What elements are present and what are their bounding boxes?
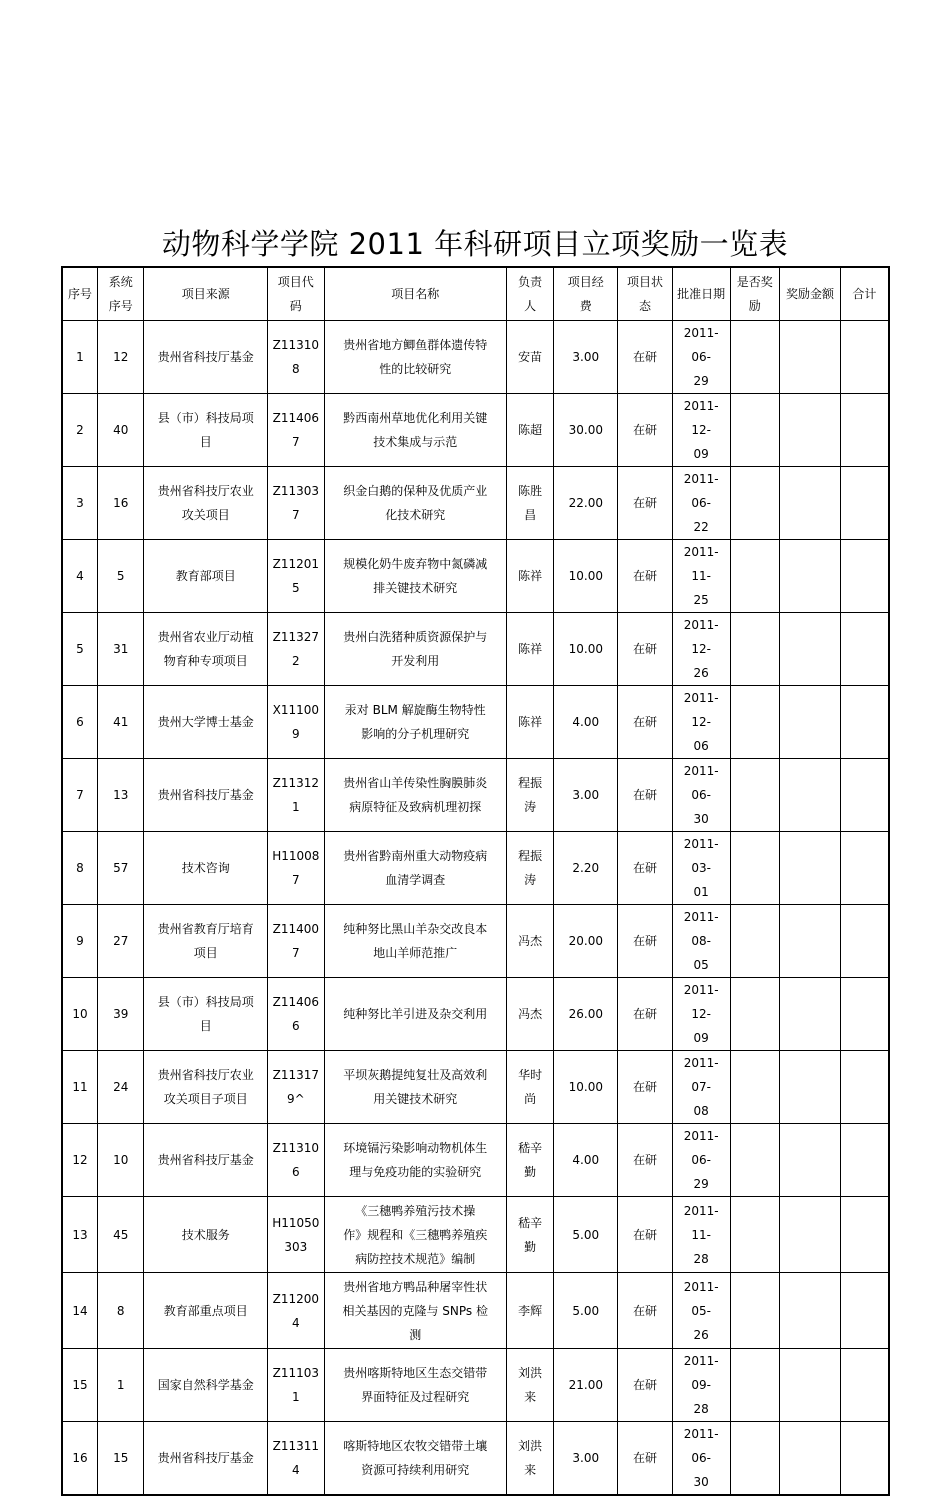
cell-date: 2011-12- 09 [672,978,730,1051]
cell-fund: 21.00 [554,1349,618,1422]
cell-code: Z11400 7 [267,905,324,978]
project-table [61,266,890,1496]
cell-fund: 3.00 [554,759,618,832]
cell-person: 刘洪 来 [506,1349,554,1422]
cell-sys-no: 10 [97,1124,144,1197]
cell-date: 2011-06- 29 [672,1124,730,1197]
cell-status: 在研 [618,686,673,759]
cell-status: 在研 [618,540,673,613]
cell-date: 2011-06- 22 [672,467,730,540]
cell-award [730,1349,780,1422]
header-award-amount: 奖励金额 [780,267,841,321]
cell-no: 1 [62,321,97,394]
cell-name: 纯种努比羊引进及杂交利用 [324,978,506,1051]
cell-code: H11050 303 [267,1197,324,1273]
cell-person: 陈祥 [506,613,554,686]
table-row [62,905,889,978]
cell-no: 6 [62,686,97,759]
table-row [62,467,889,540]
cell-name: 《三穗鸭养殖污技术操 作》规程和《三穗鸭养殖疾 病防控技术规范》编制 [324,1197,506,1273]
cell-no: 16 [62,1422,97,1496]
cell-status: 在研 [618,1273,673,1349]
cell-award [730,1197,780,1273]
cell-status: 在研 [618,978,673,1051]
cell-total [840,1422,889,1496]
cell-status: 在研 [618,394,673,467]
table-row [62,1197,889,1273]
cell-source: 贵州省教育厅培育 项目 [144,905,267,978]
cell-sys-no: 24 [97,1051,144,1124]
cell-award-amount [780,540,841,613]
cell-award [730,1422,780,1496]
cell-code: Z11312 1 [267,759,324,832]
cell-date: 2011-08- 05 [672,905,730,978]
cell-status: 在研 [618,1124,673,1197]
cell-date: 2011-07- 08 [672,1051,730,1124]
cell-name: 织金白鹅的保种及优质产业 化技术研究 [324,467,506,540]
cell-sys-no: 57 [97,832,144,905]
cell-person: 程振 涛 [506,759,554,832]
cell-person: 嵇辛 勤 [506,1197,554,1273]
cell-code: Z11406 6 [267,978,324,1051]
cell-name: 黔西南州草地优化利用关键 技术集成与示范 [324,394,506,467]
cell-total [840,1051,889,1124]
cell-award-amount [780,1349,841,1422]
cell-award-amount [780,467,841,540]
header-fund: 项目经 费 [554,267,618,321]
cell-award-amount [780,1197,841,1273]
cell-sys-no: 15 [97,1422,144,1496]
cell-date: 2011-05- 26 [672,1273,730,1349]
cell-total [840,321,889,394]
cell-award-amount [780,1051,841,1124]
cell-name: 汞对 BLM 解旋酶生物特性 影响的分子机理研究 [324,686,506,759]
cell-total [840,394,889,467]
cell-source: 贵州省科技厅基金 [144,1422,267,1496]
cell-fund: 22.00 [554,467,618,540]
cell-status: 在研 [618,905,673,978]
cell-sys-no: 41 [97,686,144,759]
cell-total [840,759,889,832]
cell-code: X11100 9 [267,686,324,759]
cell-name: 平坝灰鹅提纯复壮及高效利 用关键技术研究 [324,1051,506,1124]
cell-date: 2011-06- 30 [672,759,730,832]
cell-source: 技术咨询 [144,832,267,905]
cell-award [730,394,780,467]
cell-no: 12 [62,1124,97,1197]
cell-status: 在研 [618,1349,673,1422]
cell-status: 在研 [618,1422,673,1496]
cell-name: 贵州喀斯特地区生态交错带 界面特征及过程研究 [324,1349,506,1422]
cell-code: Z11317 9^ [267,1051,324,1124]
cell-award [730,321,780,394]
cell-total [840,1349,889,1422]
cell-source: 贵州大学博士基金 [144,686,267,759]
table-row [62,1273,889,1349]
table-row [62,1349,889,1422]
cell-status: 在研 [618,321,673,394]
cell-source: 国家自然科学基金 [144,1349,267,1422]
cell-no: 4 [62,540,97,613]
cell-award-amount [780,613,841,686]
cell-total [840,467,889,540]
cell-status: 在研 [618,1197,673,1273]
cell-source: 贵州省科技厅农业 攻关项目 [144,467,267,540]
cell-date: 2011-06- 30 [672,1422,730,1496]
cell-sys-no: 31 [97,613,144,686]
cell-fund: 10.00 [554,613,618,686]
cell-source: 技术服务 [144,1197,267,1273]
cell-person: 陈超 [506,394,554,467]
cell-no: 15 [62,1349,97,1422]
cell-name: 贵州白洗猪种质资源保护与 开发利用 [324,613,506,686]
cell-total [840,1197,889,1273]
cell-person: 嵇辛 勤 [506,1124,554,1197]
cell-code: Z11311 4 [267,1422,324,1496]
cell-award [730,1273,780,1349]
page-title: 动物科学学院 2011 年科研项目立项奖励一览表 [161,227,789,261]
cell-award-amount [780,1422,841,1496]
cell-source: 贵州省科技厅基金 [144,759,267,832]
cell-no: 5 [62,613,97,686]
cell-award [730,1051,780,1124]
table-row [62,1422,889,1496]
cell-name: 规模化奶牛废弃物中氮磷减 排关键技术研究 [324,540,506,613]
cell-source: 教育部项目 [144,540,267,613]
cell-award-amount [780,832,841,905]
table-row [62,978,889,1051]
cell-award-amount [780,321,841,394]
cell-name: 贵州省黔南州重大动物疫病 血清学调查 [324,832,506,905]
cell-award-amount [780,394,841,467]
table-row [62,1051,889,1124]
cell-award [730,978,780,1051]
cell-status: 在研 [618,613,673,686]
header-date: 批准日期 [672,267,730,321]
header-total: 合计 [840,267,889,321]
header-sys-no: 系统 序号 [97,267,144,321]
cell-award [730,832,780,905]
table-row [62,540,889,613]
cell-date: 2011-03- 01 [672,832,730,905]
cell-date: 2011-11- 25 [672,540,730,613]
cell-no: 8 [62,832,97,905]
cell-fund: 3.00 [554,321,618,394]
header-award: 是否奖 励 [730,267,780,321]
cell-no: 14 [62,1273,97,1349]
cell-award-amount [780,1124,841,1197]
cell-fund: 10.00 [554,540,618,613]
cell-person: 刘洪 来 [506,1422,554,1496]
cell-fund: 2.20 [554,832,618,905]
table-row [62,613,889,686]
table-row [62,759,889,832]
cell-total [840,1124,889,1197]
cell-fund: 30.00 [554,394,618,467]
cell-name: 贵州省地方鲫鱼群体遗传特 性的比较研究 [324,321,506,394]
cell-name: 纯种努比黑山羊杂交改良本 地山羊师范推广 [324,905,506,978]
cell-date: 2011-06- 29 [672,321,730,394]
cell-name: 环境镉污染影响动物机体生 理与免疫功能的实验研究 [324,1124,506,1197]
cell-fund: 20.00 [554,905,618,978]
cell-code: Z11327 2 [267,613,324,686]
cell-person: 陈胜 昌 [506,467,554,540]
header-name: 项目名称 [324,267,506,321]
cell-source: 县（市）科技局项 目 [144,978,267,1051]
cell-status: 在研 [618,467,673,540]
cell-fund: 5.00 [554,1273,618,1349]
cell-total [840,1273,889,1349]
header-no: 序号 [62,267,97,321]
cell-sys-no: 5 [97,540,144,613]
cell-total [840,540,889,613]
table-body [62,321,889,1496]
cell-sys-no: 1 [97,1349,144,1422]
cell-no: 10 [62,978,97,1051]
cell-date: 2011-12- 09 [672,394,730,467]
cell-fund: 26.00 [554,978,618,1051]
cell-total [840,613,889,686]
cell-date: 2011-11- 28 [672,1197,730,1273]
cell-fund: 4.00 [554,1124,618,1197]
cell-fund: 4.00 [554,686,618,759]
cell-person: 华时 尚 [506,1051,554,1124]
cell-code: Z11200 4 [267,1273,324,1349]
cell-sys-no: 27 [97,905,144,978]
cell-date: 2011-09- 28 [672,1349,730,1422]
cell-award-amount [780,1273,841,1349]
header-row [62,267,889,321]
table-row [62,832,889,905]
cell-person: 陈祥 [506,540,554,613]
cell-code: H11008 7 [267,832,324,905]
cell-sys-no: 45 [97,1197,144,1273]
table-row [62,686,889,759]
cell-total [840,978,889,1051]
cell-person: 冯杰 [506,978,554,1051]
header-person: 负责 人 [506,267,554,321]
cell-code: Z11201 5 [267,540,324,613]
cell-award [730,467,780,540]
cell-award-amount [780,759,841,832]
cell-code: Z11406 7 [267,394,324,467]
cell-source: 贵州省科技厅基金 [144,321,267,394]
cell-code: Z11310 6 [267,1124,324,1197]
header-status: 项目状 态 [618,267,673,321]
cell-status: 在研 [618,832,673,905]
cell-no: 7 [62,759,97,832]
cell-status: 在研 [618,1051,673,1124]
cell-award [730,905,780,978]
cell-sys-no: 16 [97,467,144,540]
cell-code: Z11310 8 [267,321,324,394]
cell-sys-no: 40 [97,394,144,467]
cell-source: 贵州省科技厅农业 攻关项目子项目 [144,1051,267,1124]
cell-no: 3 [62,467,97,540]
cell-name: 喀斯特地区农牧交错带土壤 资源可持续利用研究 [324,1422,506,1496]
table-row [62,394,889,467]
cell-award [730,1124,780,1197]
cell-sys-no: 12 [97,321,144,394]
cell-award [730,759,780,832]
cell-sys-no: 8 [97,1273,144,1349]
cell-person: 冯杰 [506,905,554,978]
cell-source: 教育部重点项目 [144,1273,267,1349]
table-row [62,1124,889,1197]
cell-fund: 3.00 [554,1422,618,1496]
cell-no: 2 [62,394,97,467]
cell-award-amount [780,978,841,1051]
cell-source: 县（市）科技局项 目 [144,394,267,467]
header-code: 项目代 码 [267,267,324,321]
cell-total [840,832,889,905]
cell-name: 贵州省地方鸭品种屠宰性状 相关基因的克隆与 SNPs 检 测 [324,1273,506,1349]
cell-source: 贵州省科技厅基金 [144,1124,267,1197]
cell-award-amount [780,905,841,978]
cell-total [840,686,889,759]
cell-sys-no: 13 [97,759,144,832]
cell-name: 贵州省山羊传染性胸膜肺炎 病原特征及致病机理初探 [324,759,506,832]
table-row [62,321,889,394]
cell-sys-no: 39 [97,978,144,1051]
cell-person: 李辉 [506,1273,554,1349]
cell-source: 贵州省农业厅动植 物育种专项项目 [144,613,267,686]
cell-award-amount [780,686,841,759]
cell-award [730,686,780,759]
cell-no: 13 [62,1197,97,1273]
cell-no: 9 [62,905,97,978]
cell-award [730,613,780,686]
header-source: 项目来源 [144,267,267,321]
cell-no: 11 [62,1051,97,1124]
cell-date: 2011-12- 06 [672,686,730,759]
cell-code: Z11103 1 [267,1349,324,1422]
cell-fund: 5.00 [554,1197,618,1273]
cell-total [840,905,889,978]
cell-fund: 10.00 [554,1051,618,1124]
cell-code: Z11303 7 [267,467,324,540]
cell-person: 陈祥 [506,686,554,759]
cell-status: 在研 [618,759,673,832]
cell-award [730,540,780,613]
cell-person: 程振 涛 [506,832,554,905]
cell-person: 安苗 [506,321,554,394]
cell-date: 2011-12- 26 [672,613,730,686]
